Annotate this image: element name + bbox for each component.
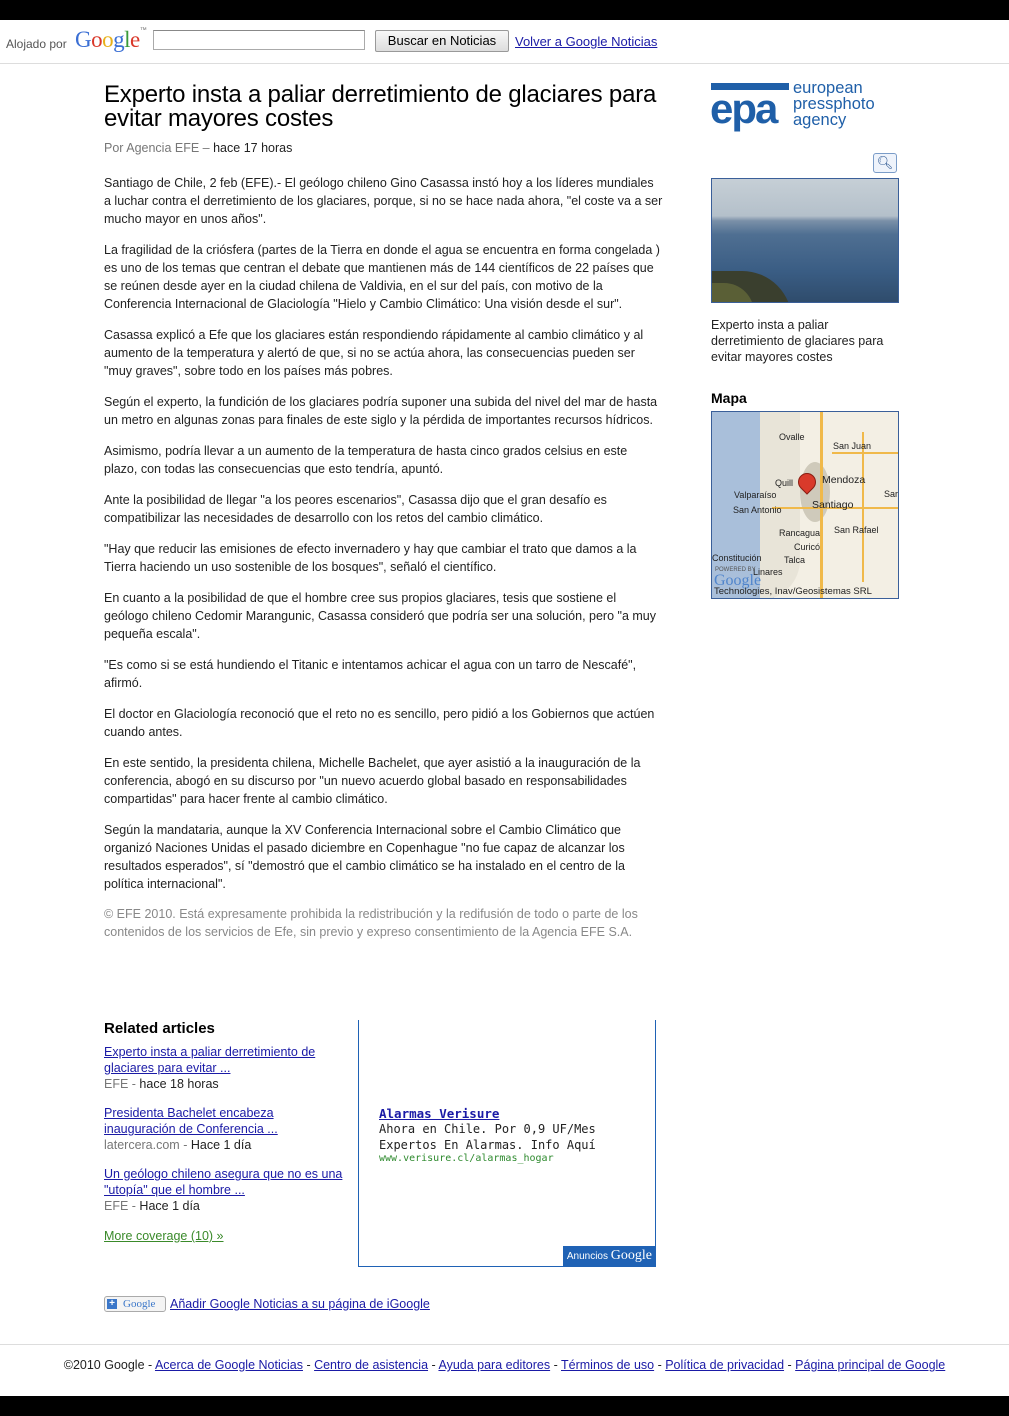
back-to-google-news-link[interactable]: Volver a Google Noticias [515,34,658,49]
footer-link-google-home[interactable]: Página principal de Google [795,1358,946,1372]
map-city-label: San Antonio [733,505,782,515]
related-item: Un geólogo chileno asegura que no es una "utopía" que el hombre ... EFE - Hace 1 día [104,1167,343,1213]
ads-by-google-badge[interactable]: Anuncios Google [563,1246,655,1266]
byline-time: hace 17 horas [213,141,293,155]
footer: ©2010 Google - Acerca de Google Noticias - Centro de asistencia - Ayuda para editores - Términos de uso - Política de privacidad - Página principal de Google [63,1358,946,1372]
article-paragraph: La fragilidad de la criósfera (partes de la Tierra en donde el agua se encuentra en forma congelada ) es uno de los temas que centran el debate que mantienen más de 144 científicos de 22 países que se reúnen desde ayer en la ciudad chilena de Valdivia, en el sur del país, con motivo de la Conferencia Internacional de Glaciología "Hielo y Cambio Climático: Una visión desde el sur". [104,243,660,311]
related-source: latercera.com [104,1138,180,1152]
map-credit: Technologies, Inav/Geosistemas SRL [714,586,872,597]
map-city-label: San Rafael [834,525,879,535]
ad-line: Expertos En Alarmas. Info Aquí [379,1138,596,1152]
footer-link-about[interactable]: Acerca de Google Noticias [154,1358,303,1372]
related-heading: Related articles [104,1020,215,1037]
article-paragraph: El doctor en Glaciología reconoció que el reto no es sencillo, pero pidió a los Gobiernos que actúen cuando antes. [104,707,655,739]
article-body [104,174,664,893]
photo-caption: Experto insta a paliar derretimiento de glaciares para evitar mayores costes [711,318,884,364]
map-city-label: Constitución [712,553,762,563]
ad-url[interactable]: www.verisure.cl/alarmas_hogar [379,1153,554,1164]
magnifier-plus-icon[interactable]: 🔍︎ [873,153,897,173]
hosted-by-label: Alojado por [6,37,67,51]
map-title: Mapa [711,390,747,406]
map-city-label: Santiago [812,499,854,511]
bottom-black-bar [0,1396,1009,1416]
related-item: Presidenta Bachelet encabeza inauguración de Conferencia ... latercera.com - Hace 1 día [104,1106,278,1152]
add-to-igoogle-link[interactable]: Añadir Google Noticias a su página de iGoogle [170,1297,430,1311]
article-byline [104,141,664,155]
article-paragraph: Ante la posibilidad de llegar "a los peores escenarios", Casassa dijo que el gran desafío es compatibilizar las necesidades de desarrollo con los retos del cambio climático. [104,493,607,525]
epa-logo-word: epa [710,85,777,132]
article-paragraph: En cuanto a la posibilidad de que el hombre cree sus propios glaciares, tesis que sostiene el geólogo chileno Cedomir Marangunic, Casassa consideró que podría ser una solución, pero "a muy pequeña escala". [104,591,656,641]
article-photo[interactable] [711,178,899,303]
article-paragraph: "Es como si se está hundiendo el Titanic e intentamos achicar el agua con un tarro de Nescafé", afirmó. [104,658,637,690]
footer-link-privacy[interactable]: Política de privacidad [665,1358,785,1372]
top-black-bar [0,0,1009,20]
related-source: EFE [104,1077,129,1091]
map-city-label: Sar [884,489,899,499]
footer-link-help[interactable]: Centro de asistencia [314,1358,429,1372]
related-time: Hace 1 día [139,1199,200,1213]
article-copyright: © EFE 2010. Está expresamente prohibida la redistribución y la redifusión de todo o parte de los contenidos de los servicios de Efe, sin previo y expreso consentimiento de la Agencia EFE S.A. [104,907,638,939]
article-paragraph: Según el experto, la fundición de los glaciares podría suponer una subida del nivel del mar de hasta un metro en algunas zonas para finales de este siglo y la pérdida de importantes recursos hídricos. [104,395,658,427]
related-item: Experto insta a paliar derretimiento de glaciares para evitar ... EFE - hace 18 horas [104,1045,316,1091]
ad-box [358,1020,656,1267]
map-city-label: Ovalle [779,432,805,442]
related-articles [104,1020,344,1245]
ad-line: Ahora en Chile. Por 0,9 UF/Mes [379,1122,596,1136]
epa-logo-name: european pressphoto agency [793,79,875,129]
related-source: EFE [104,1199,129,1213]
map-city-label: Linares [753,567,783,577]
related-time: Hace 1 día [190,1138,252,1152]
article-paragraph: Casassa explicó a Efe que los glaciares están respondiendo rápidamente al cambio climático y al aumento de la temperatura y alertó de que, si no se actúa ahora, las consecuencias pueden ser "muy graves", sobre todo en los países más pobres. [104,328,644,378]
plus-icon: + [107,1299,117,1309]
map-city-label: San Juan [833,441,872,451]
footer-divider [0,1344,1009,1345]
header-bar [0,20,1009,64]
related-link[interactable]: Un geólogo chileno asegura que no es una "utopía" que el hombre ... [104,1167,343,1197]
article-paragraph: Asimismo, podría llevar a un aumento de la temperatura de hasta cinco grados celsius en este plazo, con todas las consecuencias que esto tendría, apuntó. [104,444,628,476]
map-city-label: Quill [775,478,794,488]
map-city-label: Rancagua [779,528,821,538]
article-paragraph: "Hay que reducir las emisiones de efecto invernadero y hay que cambiar el trato que damos a la Tierra haciendo un uso sostenible de los bosques", señaló el científico. [104,542,637,574]
related-link[interactable]: Presidenta Bachelet encabeza inauguración de Conferencia ... [104,1106,278,1136]
search-input[interactable] [153,30,365,50]
article-paragraph: Según la mandataria, aunque la XV Conferencia Internacional sobre el Cambio Climático que organizó Naciones Unidas el pasado diciembre en Copenhague "no fue capaz de alcanzar los resultados esperados", sí "demostró que el cambio climático se ha instalado en el centro de la política internacional". [104,823,625,891]
map-google-logo: Google [714,572,762,589]
google-logo[interactable]: Google™ [75,27,147,52]
map-city-label: Curicó [794,542,821,552]
article-title: Experto insta a paliar derretimiento de glaciares para evitar mayores costes [104,81,657,132]
related-time: hace 18 horas [139,1077,219,1091]
byline-source: Por Agencia EFE – [104,141,210,155]
article-paragraph: Santiago de Chile, 2 feb (EFE).- El geólogo chileno Gino Casassa instó hoy a los líderes mundiales a luchar contra el derretimiento de los glaciares, porque, si no se hace nada ahora, "el coste va a ser mucho mayor en unos años". [104,176,663,226]
map-city-label: Valparaíso [734,490,777,500]
article-paragraph: En este sentido, la presidenta chilena, Michelle Bachelet, que ayer asistió a la inauguración de la conferencia, abogó en su discurso por "un nuevo acuerdo global basado en responsabilidades compartidas" para hacer frente al cambio climático. [104,756,641,806]
map-powered-by: POWERED BY [715,567,756,573]
location-map[interactable] [711,411,899,599]
igoogle-button-label: Google [123,1298,156,1310]
epa-logo [711,80,901,136]
related-link[interactable]: Experto insta a paliar derretimiento de glaciares para evitar ... [104,1045,316,1075]
article [104,83,664,941]
footer-copyright: ©2010 Google [63,1358,145,1372]
map-city-label: Talca [784,555,806,565]
map-city-label: Mendoza [822,474,866,486]
search-news-button[interactable]: Buscar en Noticias [375,30,509,52]
ad-title-link[interactable]: Alarmas Verisure [379,1106,500,1121]
more-coverage-link[interactable]: More coverage (10) » [104,1229,224,1243]
footer-link-publishers[interactable]: Ayuda para editores [438,1358,551,1372]
footer-link-terms[interactable]: Términos de uso [561,1358,655,1372]
add-to-igoogle-button[interactable] [104,1296,166,1312]
